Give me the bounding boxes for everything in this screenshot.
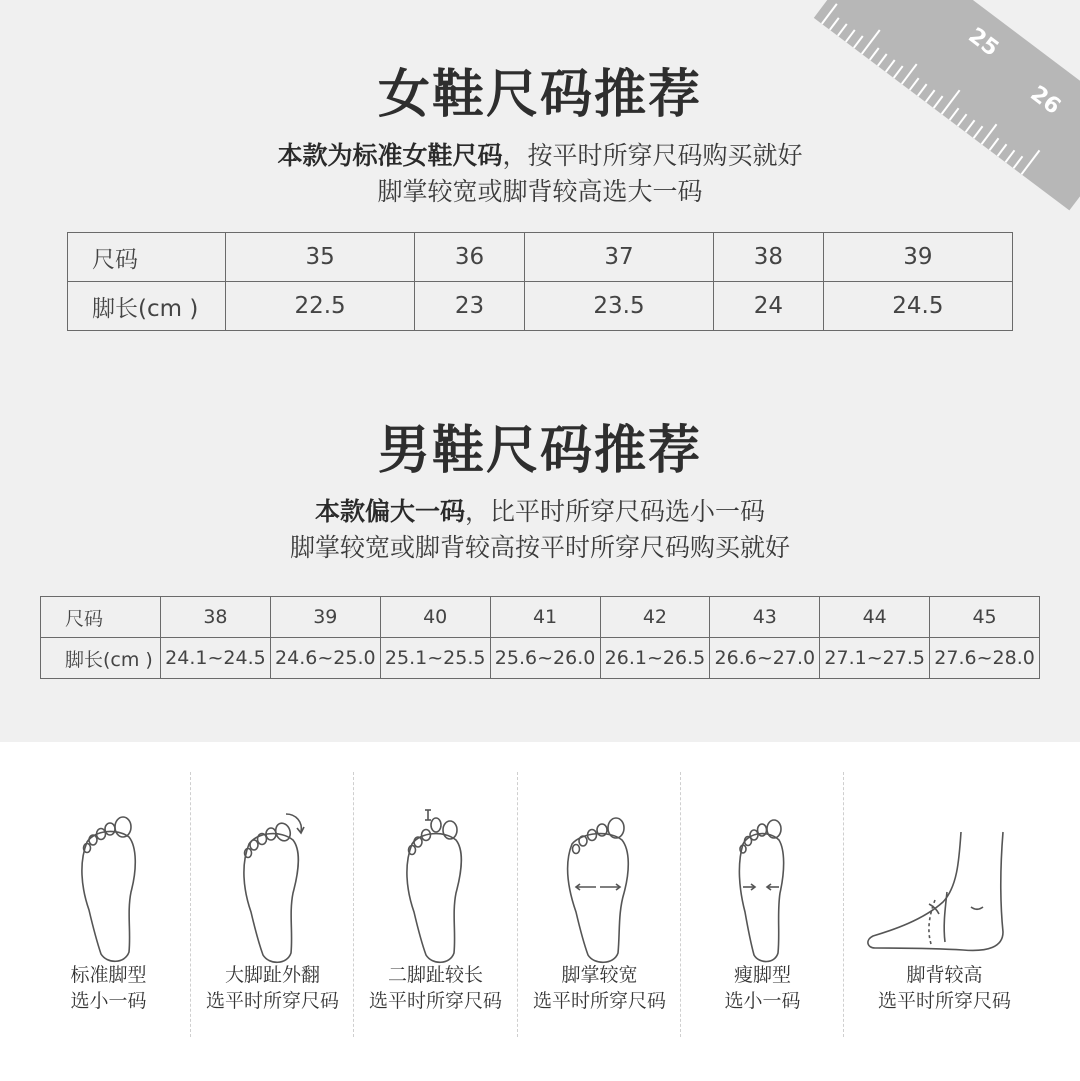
ruler-number-26: 26 bbox=[1025, 81, 1066, 120]
women-size-title: 女鞋尺码推荐 bbox=[377, 65, 702, 125]
foot-length-cell: 27.1~27.5 bbox=[820, 638, 930, 679]
wide-foot-icon bbox=[518, 792, 681, 972]
foot-type-name: 二脚趾较长 bbox=[387, 964, 483, 986]
long-second-toe-foot-icon bbox=[354, 792, 517, 972]
narrow-foot-icon bbox=[681, 792, 844, 972]
foot-type-advice: 选平时所穿尺码 bbox=[368, 990, 502, 1012]
foot-length-cell: 25.1~25.5 bbox=[380, 638, 490, 679]
foot-type-label bbox=[354, 962, 517, 1014]
foot-length-cell: 25.6~26.0 bbox=[490, 638, 600, 679]
men-size-table bbox=[40, 596, 1040, 679]
foot-type-label bbox=[681, 962, 844, 1014]
foot-type-wide bbox=[518, 772, 681, 1042]
foot-type-advice: 选平时所穿尺码 bbox=[877, 990, 1011, 1012]
table-row bbox=[41, 597, 1040, 638]
men-note-rest: ，比平时所穿尺码选小一码 bbox=[465, 497, 766, 526]
size-cell: 37 bbox=[524, 233, 713, 282]
foot-type-advice: 选平时所穿尺码 bbox=[205, 990, 339, 1012]
ruler-number-25: 25 bbox=[963, 23, 1004, 62]
men-size-note-line2: 脚掌较宽或脚背较高按平时所穿尺码购买就好 bbox=[289, 533, 790, 562]
size-cell: 43 bbox=[710, 597, 820, 638]
foot-type-name: 标准脚型 bbox=[70, 964, 147, 986]
foot-length-cell: 23.5 bbox=[524, 282, 713, 331]
size-cell: 44 bbox=[820, 597, 930, 638]
men-note-bold: 本款偏大一码 bbox=[314, 497, 465, 526]
foot-type-name: 瘦脚型 bbox=[733, 964, 791, 986]
high-instep-foot-icon bbox=[863, 792, 1026, 972]
foot-length-row-label: 脚长(cm ) bbox=[68, 282, 226, 331]
foot-type-label bbox=[191, 962, 354, 1014]
foot-type-name: 大脚趾外翻 bbox=[224, 964, 320, 986]
foot-type-label bbox=[518, 962, 681, 1014]
foot-type-bunion bbox=[191, 772, 354, 1042]
foot-length-cell: 24.5 bbox=[823, 282, 1012, 331]
foot-length-cell: 26.6~27.0 bbox=[710, 638, 820, 679]
foot-length-cell: 24.1~24.5 bbox=[161, 638, 271, 679]
table-row bbox=[41, 638, 1040, 679]
foot-type-advice: 选小一码 bbox=[724, 990, 801, 1012]
size-cell: 36 bbox=[415, 233, 525, 282]
table-row bbox=[68, 282, 1013, 331]
bunion-foot-icon bbox=[191, 792, 354, 972]
foot-type-guide bbox=[0, 742, 1080, 1081]
foot-type-name: 脚掌较宽 bbox=[561, 964, 638, 986]
foot-type-advice: 选平时所穿尺码 bbox=[532, 990, 666, 1012]
size-cell: 45 bbox=[930, 597, 1040, 638]
foot-type-narrow bbox=[681, 772, 844, 1042]
size-row-label: 尺码 bbox=[68, 233, 226, 282]
foot-length-cell: 24.6~25.0 bbox=[270, 638, 380, 679]
size-cell: 38 bbox=[714, 233, 824, 282]
standard-foot-icon bbox=[27, 792, 190, 972]
size-cell: 42 bbox=[600, 597, 710, 638]
size-cell: 35 bbox=[226, 233, 415, 282]
foot-type-high-instep bbox=[863, 772, 1026, 1042]
women-size-table bbox=[67, 232, 1013, 331]
foot-length-row-label: 脚长(cm ) bbox=[41, 638, 161, 679]
women-note-rest: ，按平时所穿尺码购买就好 bbox=[502, 141, 803, 170]
men-size-note-line1 bbox=[0, 492, 1080, 528]
women-size-note-line2: 脚掌较宽或脚背较高选大一码 bbox=[377, 177, 703, 206]
size-cell: 39 bbox=[270, 597, 380, 638]
foot-length-cell: 24 bbox=[714, 282, 824, 331]
table-row bbox=[68, 233, 1013, 282]
size-cell: 39 bbox=[823, 233, 1012, 282]
foot-length-cell: 23 bbox=[415, 282, 525, 331]
size-cell: 41 bbox=[490, 597, 600, 638]
men-size-title: 男鞋尺码推荐 bbox=[377, 421, 702, 481]
size-cell: 38 bbox=[161, 597, 271, 638]
women-note-bold: 本款为标准女鞋尺码 bbox=[277, 141, 503, 170]
size-cell: 40 bbox=[380, 597, 490, 638]
foot-type-standard bbox=[27, 772, 190, 1042]
foot-type-name: 脚背较高 bbox=[906, 964, 983, 986]
foot-length-cell: 26.1~26.5 bbox=[600, 638, 710, 679]
size-row-label: 尺码 bbox=[41, 597, 161, 638]
foot-type-label bbox=[27, 962, 190, 1014]
women-size-note-line1 bbox=[0, 136, 1080, 172]
foot-type-long-second-toe bbox=[354, 772, 517, 1042]
foot-type-advice: 选小一码 bbox=[70, 990, 147, 1012]
foot-length-cell: 22.5 bbox=[226, 282, 415, 331]
foot-length-cell: 27.6~28.0 bbox=[930, 638, 1040, 679]
foot-type-label bbox=[853, 962, 1036, 1014]
